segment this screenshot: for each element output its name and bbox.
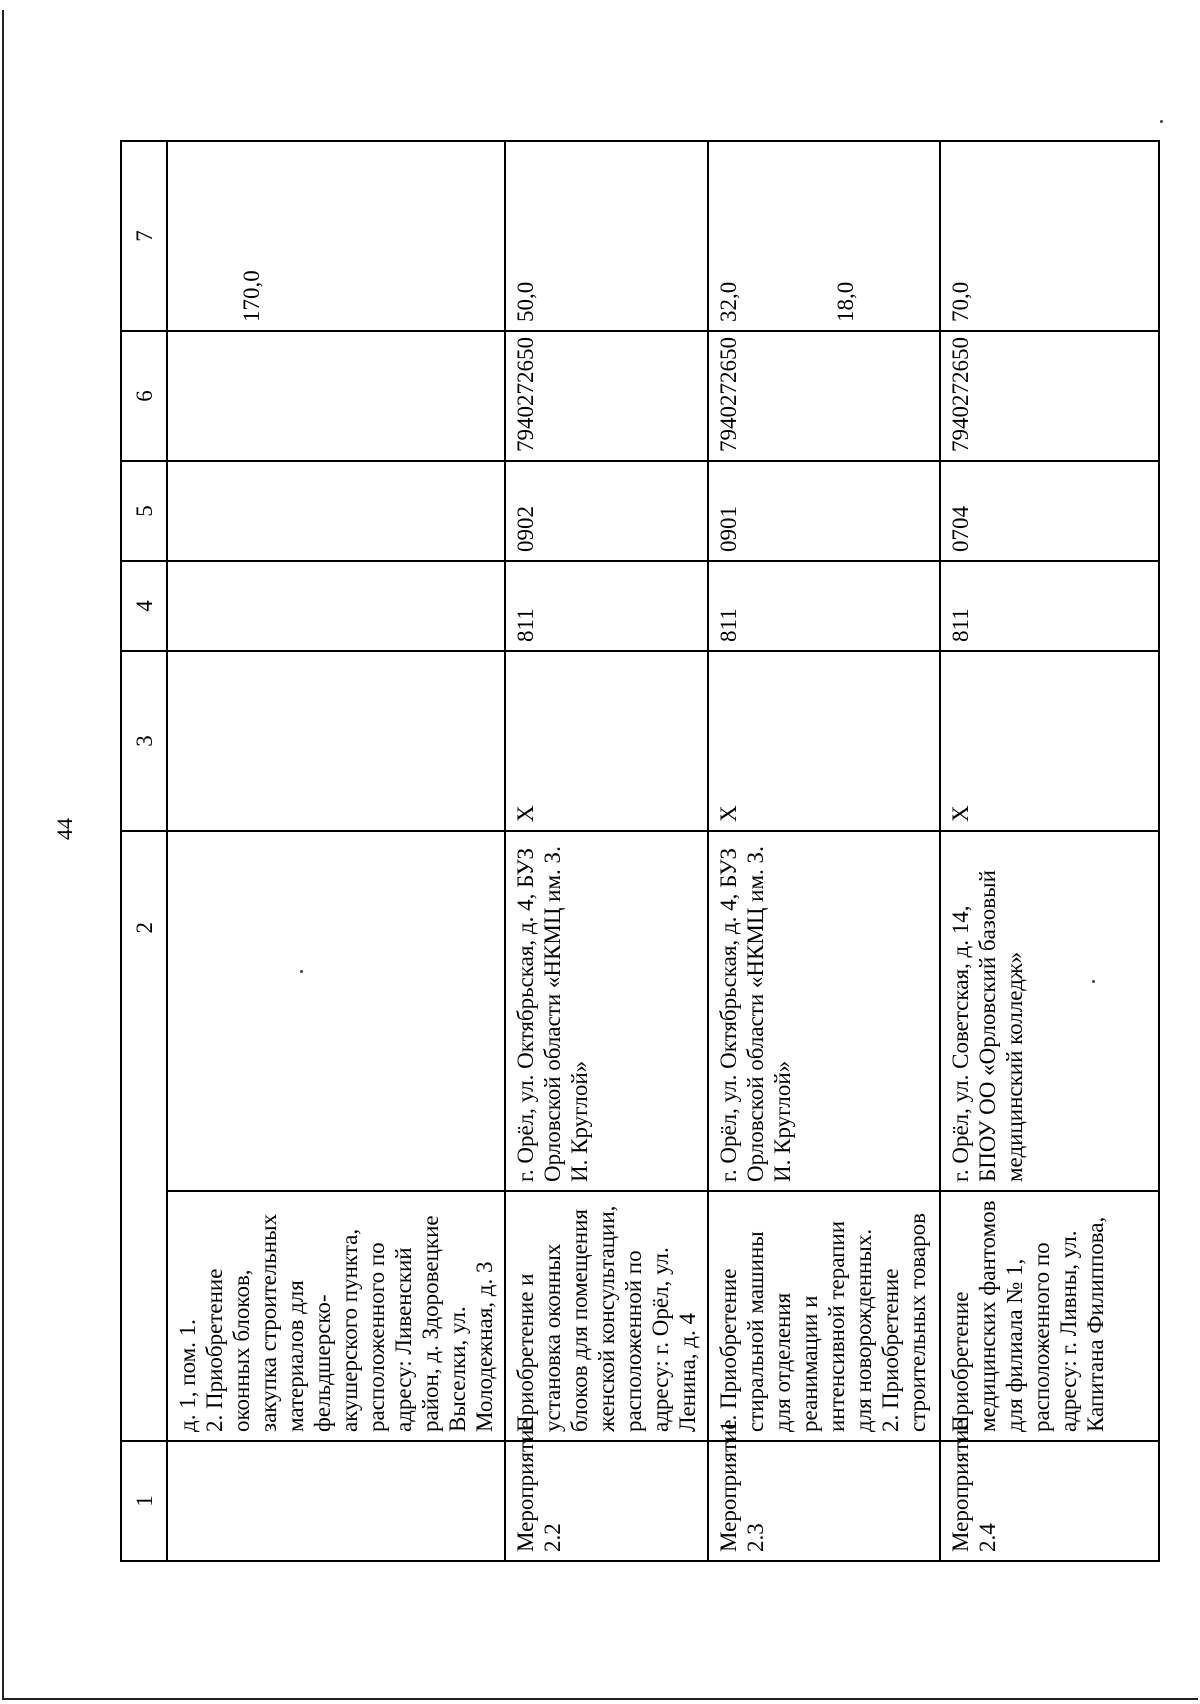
measure-name-cell: Мероприятие 2.3 xyxy=(708,1441,940,1561)
header-cell: 7 xyxy=(121,141,167,331)
table-row xyxy=(940,141,1159,1561)
header-cell: 6 xyxy=(121,331,167,461)
measure-description-cell: Приобретение и установка оконных блоков для помещения женской консультации, расположенной по адресу: г. Орёл, ул. Ленина, д. 4 xyxy=(505,1191,708,1441)
col6-cell: 7940272650 xyxy=(708,331,940,461)
table-row xyxy=(505,141,708,1561)
measure-description-cell: Приобретение медицинских фантомов для филиала № 1, расположенного по адресу: г. Ливны, ул. Капитана Филиппова, xyxy=(940,1191,1159,1441)
header-cell: 2 xyxy=(121,831,167,1441)
col4-cell: 811 xyxy=(940,561,1159,651)
measure-name-cell: Мероприятие 2.4 xyxy=(940,1441,1159,1561)
scan-speck xyxy=(1092,980,1095,983)
col3-cell: Х xyxy=(708,651,940,831)
col3-cell: Х xyxy=(940,651,1159,831)
table-row xyxy=(167,141,505,1561)
col4-cell: 811 xyxy=(708,561,940,651)
header-cell: 4 xyxy=(121,561,167,651)
col5-cell xyxy=(167,461,505,561)
scan-speck xyxy=(300,970,303,973)
amount-cell: 70,0 xyxy=(940,141,1159,331)
amount-cell: 170,0 xyxy=(167,141,505,331)
measure-description-cell: д. 1, пом. 1. 2. Приобретение оконных блоков, закупка строительных материалов для фельдшерско-акушерского пункта, расположенного по адресу: Ливенский район, д. Здоровецкие Выселки, ул. Молодежная, д. 3 xyxy=(167,1191,505,1441)
measure-name-cell xyxy=(167,1441,505,1561)
col6-cell xyxy=(167,331,505,461)
measure-name-cell: Мероприятие 2.2 xyxy=(505,1441,708,1561)
header-cell: 5 xyxy=(121,461,167,561)
col5-cell: 0902 xyxy=(505,461,708,561)
amount-value-secondary: 18,0 xyxy=(833,281,858,322)
amount-cell xyxy=(708,141,940,331)
budget-table xyxy=(120,140,1160,1562)
header-cell: 3 xyxy=(121,651,167,831)
page-number: 44 xyxy=(52,818,77,840)
col4-cell xyxy=(167,561,505,651)
col4-cell: 811 xyxy=(505,561,708,651)
col5-cell: 0704 xyxy=(940,461,1159,561)
amount-cell: 50,0 xyxy=(505,141,708,331)
col6-cell: 7940272650 xyxy=(940,331,1159,461)
rotated-table-wrapper xyxy=(120,142,1160,1562)
header-cell: 1 xyxy=(121,1441,167,1561)
amount-value: 32,0 xyxy=(716,281,741,322)
col5-cell: 0901 xyxy=(708,461,940,561)
header-row xyxy=(121,141,167,1561)
measure-description-cell: 1. Приобретение стиральной машины для отделения реанимации и интенсивной терапии для новорожденных. 2. Приобретение строительных товаров xyxy=(708,1191,940,1441)
col3-cell xyxy=(167,651,505,831)
address-cell: г. Орёл, ул. Октябрьская, д. 4, БУЗ Орловской области «НКМЦ им. З. И. Круглой» xyxy=(505,831,708,1191)
address-cell: г. Орёл, ул. Октябрьская, д. 4, БУЗ Орловской области «НКМЦ им. З. И. Круглой» xyxy=(708,831,940,1191)
table-row xyxy=(708,141,940,1561)
col6-cell: 7940272650 xyxy=(505,331,708,461)
scan-speck xyxy=(1160,120,1163,123)
col3-cell: Х xyxy=(505,651,708,831)
address-cell xyxy=(167,831,505,1191)
address-cell: г. Орёл, ул. Советская, д. 14, БПОУ ОО «Орловский базовый медицинский колледж» xyxy=(940,831,1159,1191)
